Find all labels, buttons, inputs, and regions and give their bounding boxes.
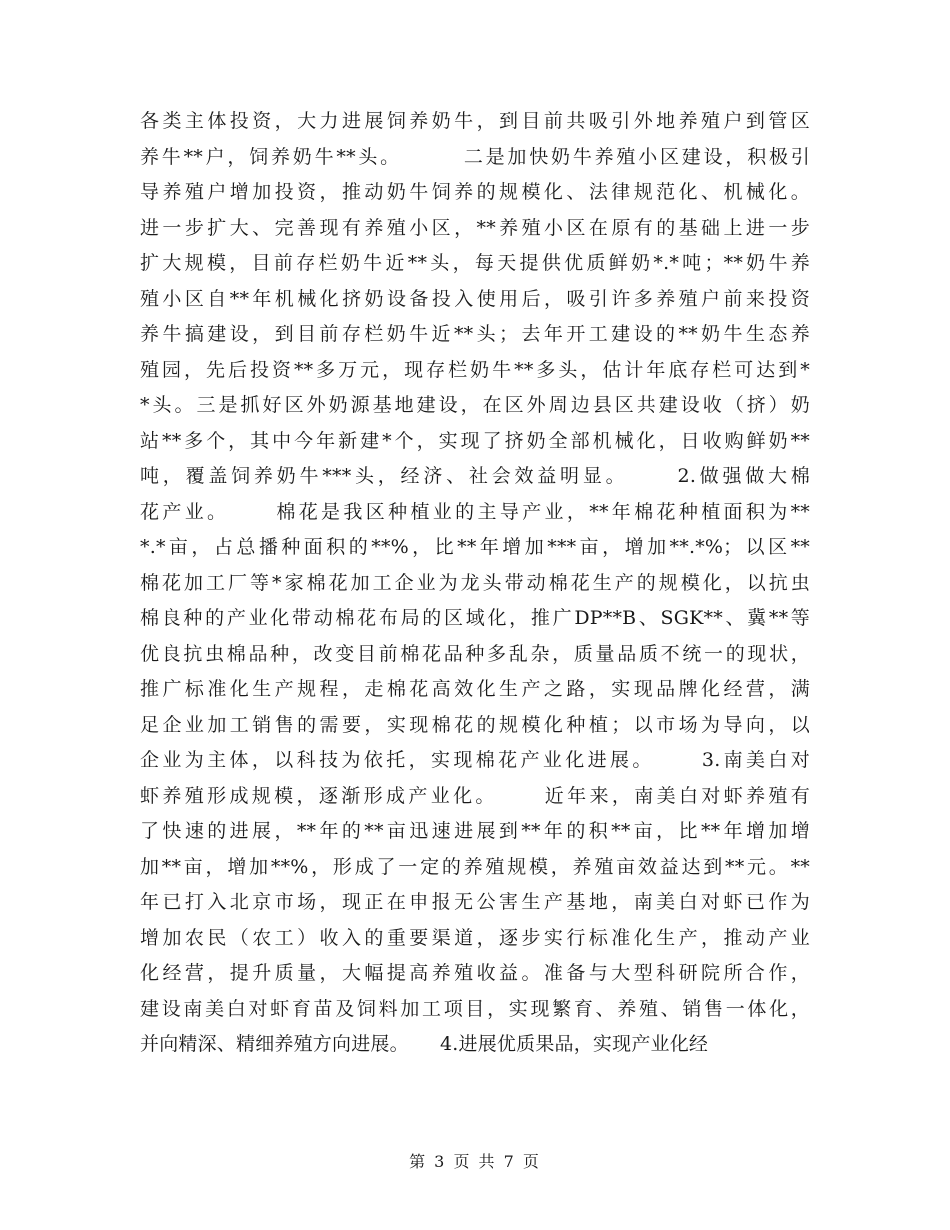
text-line-1: 各类主体投资，大力进展饲养奶牛，到目前共吸引外地养殖户到管区	[140, 110, 810, 132]
text-line-24: 增加农民（农工）收入的重要渠道，逐步实行标准化生产，推动产业	[140, 926, 810, 949]
text-line-21: 了快速的进展，**年的**亩迅速进展到**年的积**亩，比**年增加增	[140, 820, 810, 842]
text-line-23: 年已打入北京市场，现正在申报无公害生产基地，南美白对虾已作为	[140, 891, 810, 913]
text-line-6: 殖小区自**年机械化挤奶设备投入使用后，吸引许多养殖户前来投资	[140, 287, 810, 310]
text-line-9: *头。三是抓好区外奶源基地建设，在区外周边县区共建设收（挤）奶	[140, 394, 810, 416]
text-line-18: 足企业加工销售的需要，实现棉花的规模化种植；以市场为导向，以	[140, 713, 810, 736]
text-line-4: 进一步扩大、完善现有养殖小区，**养殖小区在原有的基础上进一步	[140, 216, 810, 239]
text-line-12: 花产业。 棉花是我区种植业的主导产业，**年棉花种植面积为**	[140, 500, 810, 523]
text-line-2: 养牛**户，饲养奶牛**头。 二是加快奶牛养殖小区建设，积极引	[140, 145, 810, 168]
text-line-16: 优良抗虫棉品种，改变目前棉花品种多乱杂，质量品质不统一的现状，	[140, 642, 810, 665]
text-line-13: *.*亩，占总播种面积的**%，比**年增加***亩，增加**.*%；以区**	[140, 536, 810, 558]
text-line-14: 棉花加工厂等*家棉花加工企业为龙头带动棉花生产的规模化，以抗虫	[140, 571, 810, 594]
text-line-19: 企业为主体，以科技为依托，实现棉花产业化进展。 3.南美白对	[140, 749, 810, 771]
text-line-3: 导养殖户增加投资，推动奶牛饲养的规模化、法律规范化、机械化。	[140, 181, 810, 203]
text-line-8: 殖园，先后投资**多万元，现存栏奶牛**多头，估计年底存栏可达到*	[140, 358, 810, 381]
text-line-17: 推广标准化生产规程，走棉花高效化生产之路，实现品牌化经营，满	[140, 678, 810, 700]
text-line-22: 加**亩，增加**%，形成了一定的养殖规模，养殖亩效益达到**元。**	[140, 855, 810, 878]
text-line-26: 建设南美白对虾育苗及饲料加工项目，实现繁育、养殖、销售一体化，	[140, 997, 810, 1020]
text-line-10: 站**多个，其中今年新建*个，实现了挤奶全部机械化，日收购鲜奶**	[140, 429, 810, 452]
page-number-label: 第 3 页 共 7 页	[409, 1152, 541, 1171]
text-line-11: 吨，覆盖饲养奶牛***头，经济、社会效益明显。 2.做强做大棉	[140, 465, 810, 487]
text-line-20: 虾养殖形成规模，逐渐形成产业化。 近年来，南美白对虾养殖有	[140, 784, 810, 807]
page-footer	[0, 1150, 950, 1174]
text-line-15: 棉良种的产业化带动棉花布局的区域化，推广DP**B、SGK**、冀**等	[140, 607, 810, 629]
body-text	[140, 104, 810, 1063]
text-line-25: 化经营，提升质量，大幅提高养殖收益。准备与大型科研院所合作，	[140, 962, 810, 984]
text-line-7: 养牛搞建设，到目前存栏奶牛近**头；去年开工建设的**奶牛生态养	[140, 323, 810, 345]
text-line-27: 并向精深、精细养殖方向进展。 4.进展优质果品，实现产业化经	[140, 1033, 709, 1055]
text-line-5: 扩大规模，目前存栏奶牛近**头，每天提供优质鲜奶*.*吨；**奶牛养	[140, 252, 810, 274]
